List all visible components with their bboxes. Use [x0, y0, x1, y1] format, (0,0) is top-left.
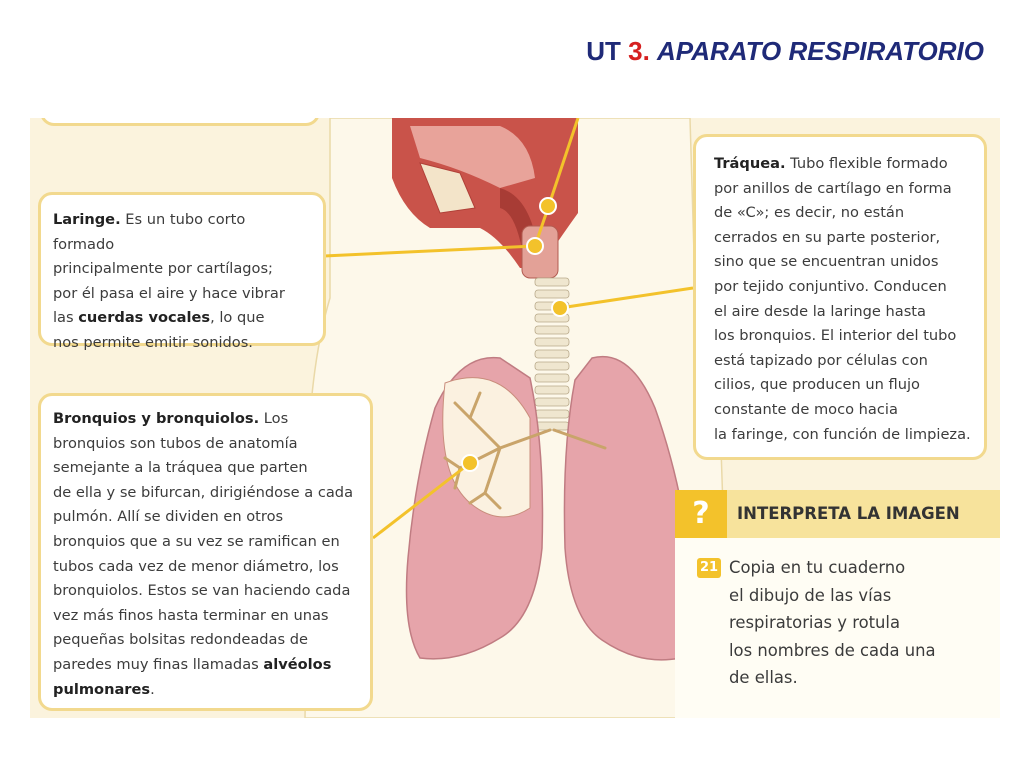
slide-title: [586, 36, 984, 67]
traquea-term: Tráquea.: [714, 155, 786, 172]
laringe-line: nos permite emitir sonidos.: [53, 333, 253, 351]
question-icon: ?: [675, 490, 727, 538]
bronquios-line: paredes muy finas llamadas: [53, 655, 264, 673]
traquea-line: el aire desde la laringe hasta: [714, 302, 926, 320]
traquea-line: está tapizado por células con: [714, 351, 928, 369]
traquea-line: Tubo flexible formado: [785, 155, 948, 172]
traquea-line: por anillos de cartílago en forma: [714, 179, 952, 197]
traquea-line: por tejido conjuntivo. Conducen: [714, 277, 947, 295]
bronquios-line: .: [150, 680, 155, 698]
title-prefix: UT: [586, 36, 621, 66]
traquea-callout: [693, 134, 987, 460]
bronquios-line: bronquios que a su vez se ramifican en: [53, 532, 340, 550]
partial-callout-box: [40, 118, 320, 126]
bronquios-line: Los: [259, 410, 289, 427]
bronquios-line: semejante a la tráquea que parten: [53, 459, 308, 477]
traquea-line: constante de moco hacia: [714, 400, 898, 418]
interpreta-title: INTERPRETA LA IMAGEN: [737, 503, 960, 523]
bronquios-callout: [38, 393, 373, 711]
title-number: 3.: [628, 36, 650, 66]
cuerdas-vocales-term: cuerdas vocales: [78, 309, 211, 327]
laringe-line: , lo que: [210, 309, 265, 327]
interpreta-activity: [675, 490, 1000, 718]
laringe-line: Es un tubo corto formado: [53, 211, 246, 253]
activity-number-badge: 21: [697, 558, 721, 578]
laringe-line: por él pasa el aire y hace vibrar: [53, 284, 285, 302]
textbook-figure: [30, 118, 1000, 718]
interpreta-line: los nombres de cada una: [729, 640, 936, 660]
traquea-line: cilios, que producen un flujo: [714, 376, 920, 394]
traquea-line: cerrados en su parte posterior,: [714, 228, 941, 246]
bronquios-line: pulmón. Allí se dividen en otros: [53, 508, 284, 526]
traquea-line: sino que se encuentran unidos: [714, 253, 939, 271]
bronquios-line: de ella y se bifurcan, dirigiéndose a cada: [53, 483, 354, 501]
bronquios-line: bronquiolos. Estos se van haciendo cada: [53, 582, 351, 600]
traquea-line: los bronquios. El interior del tubo: [714, 327, 957, 345]
interpreta-line: respiratorias y rotula: [729, 613, 901, 632]
alveolos-term: alvéolos: [263, 655, 332, 673]
bronquios-line: pequeñas bolsitas redondeadas de: [53, 631, 308, 649]
interpreta-line: Copia en tu cuaderno: [729, 558, 906, 577]
laringe-term: Laringe.: [53, 211, 121, 228]
bronquios-line: bronquios son tubos de anatomía: [53, 434, 298, 452]
interpreta-header: [675, 490, 1000, 538]
laringe-line: principalmente por cartílagos;: [53, 260, 273, 278]
bronquios-line: tubos cada vez de menor diámetro, los: [53, 557, 339, 575]
bronquios-term: Bronquios y bronquiolos.: [53, 410, 260, 427]
traquea-line: la faringe, con función de limpieza.: [714, 425, 971, 443]
interpreta-line: el dibujo de las vías: [729, 585, 892, 605]
pulmonares-term: pulmonares: [53, 680, 151, 698]
laringe-callout: [38, 192, 326, 351]
bronquios-line: vez más finos hasta terminar en unas: [53, 606, 329, 624]
interpreta-body: [675, 538, 1000, 702]
title-subject: APARATO RESPIRATORIO: [657, 36, 984, 66]
interpreta-line: de ellas.: [729, 668, 798, 687]
traquea-line: de «C»; es decir, no están: [714, 204, 905, 222]
laringe-line: las: [53, 309, 79, 327]
